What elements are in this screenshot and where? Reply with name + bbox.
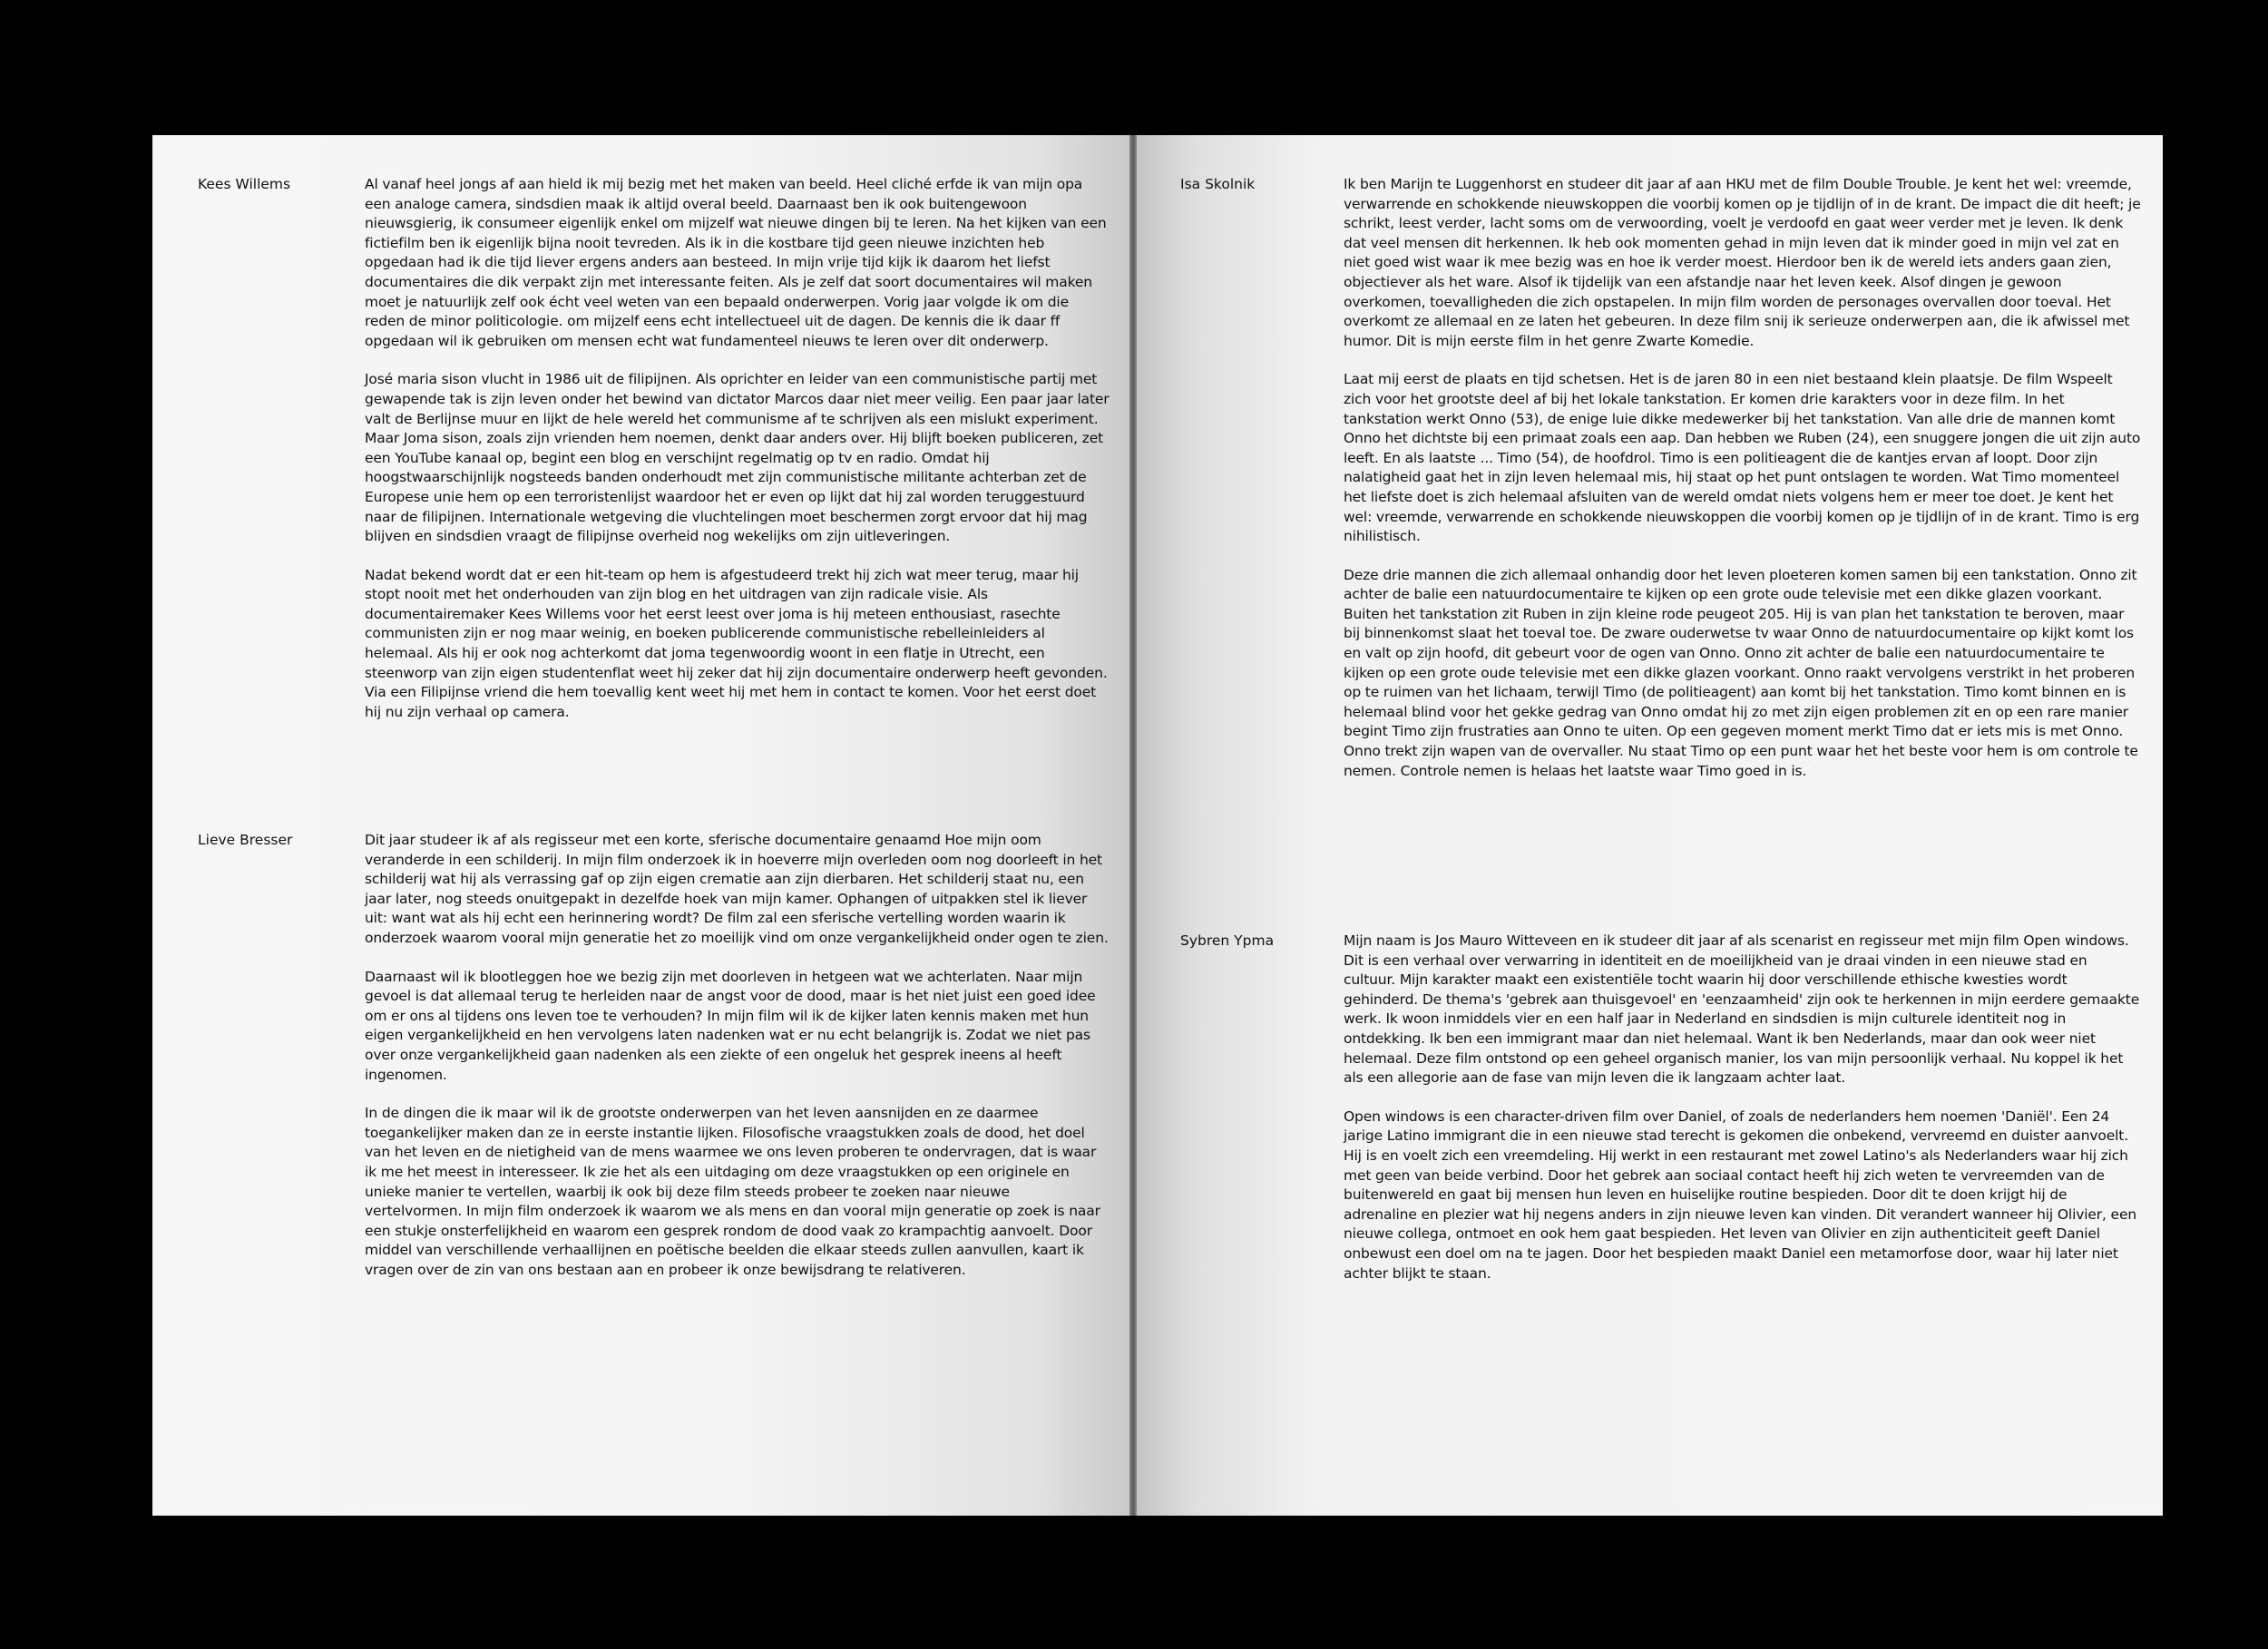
paragraph: In de dingen die ik maar wil ik de grootste onderwerpen van het leven aansnijden en ze daarmee toegankelijker maken dan ze in eerste instantie lijken. Filosofische vraagstukken zoals de dood, het doel van het leven en de nietigheid van de mens waarmee we ons leven proberen te ondervragen, dat is waar ik me het meest in interesseer. Ik zie het als een uitdaging om deze vraagstukken op een originele en unieke manier te vertellen, waarbij ik ook bij deze film steeds probeer te zoeken naar nieuwe vertelvormen. In mijn film onderzoek ik waarom we als mens en dan vooral mijn generatie op zoek is naar een stukje onsterfelijkheid en waarom een gesprek rondom de dood vaak zo krampachtig aanvoelt. Door middel van verschillende verhaallijnen en poëtische beelden die elkaar steeds zullen aanvullen, kaart ik vragen over de zin van ons bestaan aan en probeer ik onze bewijsdrang te relativeren. <box>365 1105 1100 1278</box>
paragraph: Laat mij eerst de plaats en tijd schetsen. Het is de jaren 80 in een niet bestaand klein plaatsje. De film Wspeelt zich voor het grootste deel af bij het lokale tankstation. Er komen drie karakters voor in deze film. In het tankstation werkt Onno (53), de enige luie dikke medewerker bij het tankstation. Van alle drie de mannen komt Onno het dichtste bij een primaat zoals een aap. Dan hebben we Ruben (24), een snuggere jongen die uit zijn auto leeft. En als laatste ... Timo (54), de hoofdrol. Timo is een politieagent die de kantjes ervan af loopt. Door zijn nalatigheid gaat het in zijn leven helemaal mis, hij staat op het punt ontslagen te worden. Wat Timo momenteel het liefste doet is zich helemaal afsluiten van de wereld omdat niets volgens hem er meer toe doet. Je kent het wel: vreemde, verwarrende en schokkende nieuwskoppen die voorbij komen op je tijdlijn of in de krant. Timo is erg nihilistisch. <box>1344 371 2141 545</box>
section-body <box>1344 932 2142 1303</box>
paragraph: Mijn naam is Jos Mauro Witteveen en ik studeer dit jaar af als scenarist en regisseur met mijn film Open windows. Dit is een verhaal over verwarring in identiteit en de moeilijkheid van je draai vinden in een nieuwe stad en cultuur. Mijn karakter maakt een existentiële tocht waarin hij door verschillende ethische kwesties wordt gehinderd. De thema's 'gebrek aan thuisgevoel' en 'eenzaamheid' zijn ook te herkennen in mijn eerdere gemaakte werk. Ik woon inmiddels vier en een half jaar in Nederland en sindsdien is mijn culturele identiteit nog in ontdekking. Ik ben een immigrant maar dan niet helemaal. Want ik ben Nederlands, maar dan ook weer niet helemaal. Deze film ontstond op een geheel organisch manier, los van mijn persoonlijk verhaal. Nu koppel ik het als een allegorie aan de fase van mijn leven die ik langzaam achter laat. <box>1344 932 2140 1087</box>
section-author: Isa Skolnik <box>1180 176 1256 192</box>
paragraph: José maria sison vlucht in 1986 uit de filipijnen. Als oprichter en leider van een communistische partij met gewapende tak is zijn leven onder het bewind van dictator Marcos daar niet meer veilig. Een paar jaar later valt de Berlijnse muur en lijkt de hele wereld het communisme af te schrijven als een mislukt experiment. Maar Joma sison, zoals zijn vrienden hem noemen, denkt daar anders over. Hij blijft boeken publiceren, zet een YouTube kanaal op, begint een blog en verschijnt regelmatig op tv en radio. Omdat hij hoogstwaarschijnlijk nogsteeds banden onderhoudt met zijn communistische militante achterban zet de Europese unie hem op een terroristenlijst waardoor het er even op lijkt dat hij zal worden teruggestuurd naar de filipijnen. Internationale wetgeving die vluchtelingen moet beschermen zorgt ervoor dat hij mag blijven en sindsdien vraagt de filipijnse overheid nog wekelijks om zijn uitleveringen. <box>365 371 1110 545</box>
section-author: Sybren Ypma <box>1180 932 1275 949</box>
paragraph: Open windows is een character-driven film over Daniel, of zoals de nederlanders hem noemen 'Daniël'. Een 24 jarige Latino immigrant die in een nieuwe stad terecht is gekomen die onbekend, vervreemd en duister aanvoelt. Hij is en voelt zich een vreemdeling. Hij werkt in een restaurant met zowel Latino's als Nederlanders waar hij zich met geen van beide verbind. Door het gebrek aan sociaal contact heeft hij zich weten te vervreemden van de buitenwereld en gaat bij mensen hun leven en huiselijke routine bespieden. Door dit te doen krijgt hij de adrenaline en plezier wat hij negens anders in zijn nieuwe leven kan vinden. Dit verandert wanneer hij Olivier, een nieuwe collega, ontmoet en ook hem gaat bespieden. Het leven van Olivier en zijn authenticiteit geeft Daniel onbewust een doel om na te jagen. Door het bespieden maakt Daniel een metamorfose door, waar hij later niet achter blijkt te staan. <box>1344 1107 2137 1282</box>
paragraph: Ik ben Marijn te Luggenhorst en studeer dit jaar af aan HKU met de film Double Trouble. Je kent het wel: vreemde, verwarrende en schokkende nieuwskoppen die voorbij komen op je tijdlijn of in de krant. De impact die dit heeft; je schrikt, leest verder, lacht soms om de verwoording, voelt je verdoofd en gaat weer verder met je leven. Ik denk dat veel mensen dit herkennen. Ik heb ook momenten gehad in mijn leven dat ik minder goed in mijn vel zat en niet goed wist waar ik mee bezig was en hoe ik verder moest. Hierdoor ben ik de wereld iets anders gaan zien, objectiever als het ware. Alsof ik tijdelijk van een afstandje naar het leven keek. Alsof dingen je gewoon overkomen, toevalligheden die zich opstapelen. In mijn film worden de personages overvallen door toeval. Het overkomt ze allemaal en ze laten het gebeuren. In deze film snij ik serieuze onderwerpen aan, die ik afwissel met humor. Dit is mijn eerste film in het genre Zwarte Komedie. <box>1344 176 2141 349</box>
book-gutter <box>1129 135 1137 1516</box>
paragraph: Dit jaar studeer ik af als regisseur met een korte, sferische documentaire genaamd Hoe mijn oom veranderde in een schilderij. In mijn film onderzoek ik in hoeverre mijn overleden oom nog doorleeft in het schilderij wat hij als verrassing gaf op zijn eigen crematie aan zijn dierbaren. Het schilderij staat nu, een jaar later, nog steeds onuitgepakt in dezelfde hoek van mijn kamer. Ophangen of uitpakken stel ik liever uit: want wat als hij echt een herinnering wordt? De film zal een sferische vertelling worden waarin ik onderzoek waarom vooral mijn generatie het zo moeilijk vind om onze vergankelijkheid onder ogen te zien. <box>365 832 1109 946</box>
section-body <box>1344 175 2142 800</box>
section-body <box>365 175 1110 741</box>
left-page <box>152 135 1129 1516</box>
paragraph: Al vanaf heel jongs af aan hield ik mij bezig met het maken van beeld. Heel cliché erfde ik van mijn opa een analoge camera, sindsdien maak ik altijd overal beeld. Daarnaast ben ik ook buitengewoon nieuwsgierig, ik consumeer eigenlijk enkel om mijzelf wat nieuwe dingen bij te leren. Na het kijken van een fictiefilm ben ik eigenlijk bijna nooit tevreden. Als ik in die kostbare tijd geen nieuwe inzichten heb opgedaan had ik die tijd liever ergens anders aan besteed. In mijn vrije tijd kijk ik daarom het liefst documentaires die dik verpakt zijn met interessante feiten. Als je zelf dat soort documentaires wil maken moet je natuurlijk zelf ook écht veel weten van een bepaald onderwerpen. Vorig jaar volgde ik om die reden de minor politicologie. om mijzelf eens echt intellectueel uit de dagen. De kennis die ik daar ff opgedaan wil ik gebruiken om mensen echt wat fundamenteel nieuws te leren over dit onderwerp. <box>365 176 1107 349</box>
right-page <box>1137 135 2163 1516</box>
paragraph: Deze drie mannen die zich allemaal onhandig door het leven ploeteren komen samen bij een tankstation. Onno zit achter de balie een natuurdocumentaire te kijken op een grote oude televisie met een dikke glazen voorkant. Buiten het tankstation zit Ruben in zijn kleine rode peugeot 205. Hij is van plan het tankstation te beroven, maar bij binnenkomst slaat het toeval toe. De zware ouderwetse tv waar Onno de natuurdocumentaire op kijkt komt los en valt op zijn hoofd, dit gebeurt voor de ogen van Onno. Onno zit achter de balie een natuurdocumentaire te kijken op een grote oude televisie met een dikke glazen voorkant. Onno raakt vervolgens verstrikt in het proberen op te ruimen van het lichaam, terwijl Timo (de politieagent) aan komt bij het tankstation. Timo komt binnen en is helemaal blind voor het gekke gedrag van Onno omdat hij zo met zijn eigen problemen zit en op een rare manier begint Timo zijn frustraties aan Onno te uiten. Op een gegeven moment merkt Timo dat er iets mis is met Onno. Onno trekt zijn wapen van de overvaller. Nu staat Timo op een punt waar het het beste voor hem is om controle te nemen. Controle nemen is helaas het laatste waar Timo goed in is. <box>1344 566 2138 779</box>
section-body <box>365 831 1110 1299</box>
paragraph: Daarnaast wil ik blootleggen hoe we bezig zijn met doorleven in hetgeen wat we achterlaten. Naar mijn gevoel is dat allemaal terug te herleiden naar de angst voor de dood, maar is het niet juist een goed idee om er ons al tijdens ons leven toe te verhouden? In mijn film wil ik de kijker laten kennis maken met hun eigen vergankelijkheid en hen vervolgens laten nadenken wat er nu echt belangrijk is. Zodat we niet pas over onze vergankelijkheid gaan nadenken als een ziekte of een ongeluk het gesprek ineens al heeft ingenomen. <box>365 968 1096 1083</box>
section-author: Kees Willems <box>198 176 291 192</box>
section-author: Lieve Bresser <box>198 832 293 848</box>
paragraph: Nadat bekend wordt dat er een hit-team op hem is afgestudeerd trekt hij zich wat meer terug, maar hij stopt nooit met het onderhouden van zijn blog en het uitdragen van zijn radicale visie. Als documentairemaker Kees Willems voor het eerst leest over joma is hij meteen enthousiast, rasechte communisten zijn er nog maar weinig, en boeken publicerende communistische rebelleinleiders al helemaal. Als hij er ook nog achterkomt dat joma tegenwoordig woont in een flatje in Utrecht, een steenworp van zijn eigen studentenflat weet hij zeker dat hij zijn documentaire onderwerp heeft gevonden. Via een Filipijnse vriend die hem toevallig kent weet hij met hem in contact te komen. Voor het eerst doet hij nu zijn verhaal op camera. <box>365 566 1108 720</box>
